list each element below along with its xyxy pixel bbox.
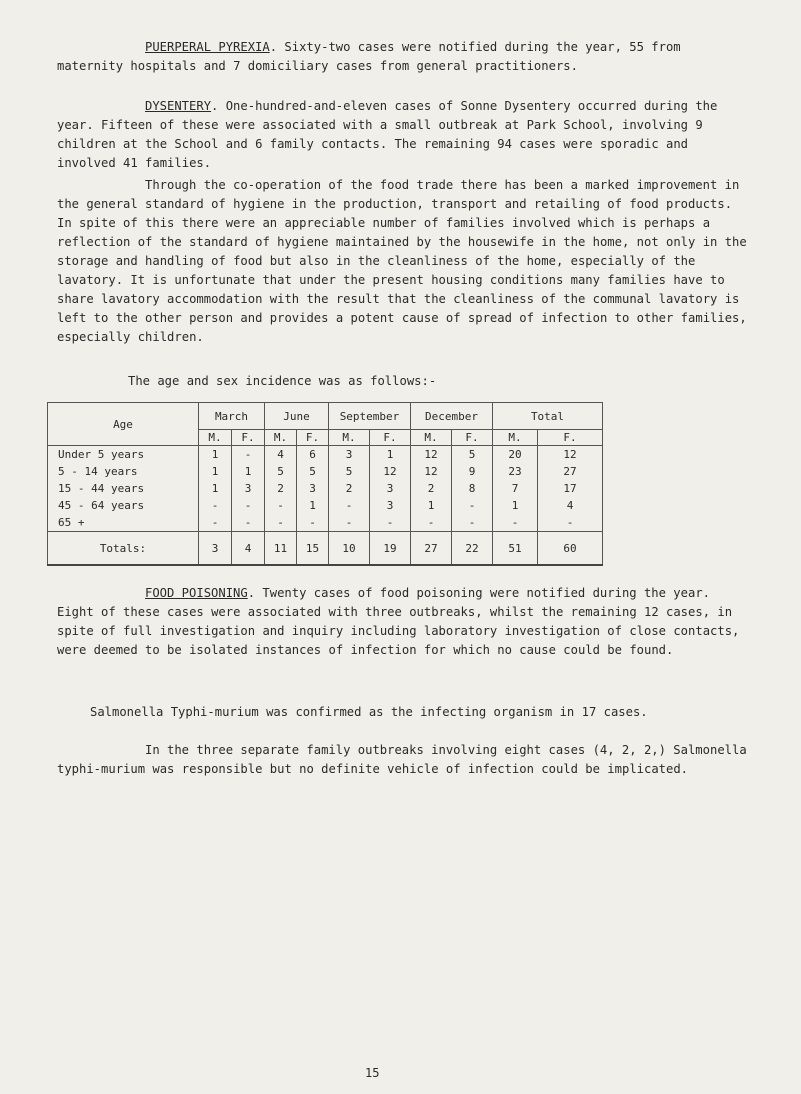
value-cell: - bbox=[411, 514, 452, 532]
value-cell: 1 bbox=[199, 463, 232, 480]
total-cell: 27 bbox=[411, 532, 452, 566]
total-cell: 51 bbox=[493, 532, 538, 566]
age-cell: 45 - 64 years bbox=[48, 497, 199, 514]
value-cell: 1 bbox=[370, 446, 411, 464]
puerperal-heading: PUERPERAL PYREXIA bbox=[145, 40, 270, 54]
table-row bbox=[48, 480, 603, 497]
value-cell: 3 bbox=[329, 446, 370, 464]
value-cell: 2 bbox=[265, 480, 297, 497]
value-cell: - bbox=[232, 514, 265, 532]
sub-header: F. bbox=[297, 430, 329, 446]
value-cell: 1 bbox=[199, 480, 232, 497]
sub-header: F. bbox=[538, 430, 603, 446]
table-row bbox=[48, 514, 603, 532]
value-cell: 9 bbox=[452, 463, 493, 480]
group-header: June bbox=[265, 403, 329, 430]
age-cell: 5 - 14 years bbox=[48, 463, 199, 480]
incidence-table bbox=[47, 402, 603, 566]
table-row bbox=[48, 446, 603, 464]
sub-header: M. bbox=[199, 430, 232, 446]
value-cell: 5 bbox=[452, 446, 493, 464]
sub-header: M. bbox=[411, 430, 452, 446]
puerperal-paragraph bbox=[57, 38, 747, 76]
outbreaks-paragraph: In the three separate family outbreaks involving eight cases (4, 2, 2,) Salmonella typhi-murium was responsible but no definite vehicle of infection could be implicated. bbox=[57, 743, 747, 776]
dysentery-text: . One-hundred-and-eleven cases of Sonne Dysentery occurred during the year. Fifteen of these were associated with a small outbreak at Park School, involving 9 children at the School and 6 family contacts. The remaining 94 cases were sporadic and involved 41 families. bbox=[57, 99, 718, 170]
group-header: March bbox=[199, 403, 265, 430]
value-cell: 3 bbox=[232, 480, 265, 497]
value-cell: - bbox=[265, 497, 297, 514]
total-cell: 4 bbox=[232, 532, 265, 566]
value-cell: - bbox=[493, 514, 538, 532]
total-cell: 11 bbox=[265, 532, 297, 566]
value-cell: - bbox=[329, 497, 370, 514]
value-cell: - bbox=[199, 497, 232, 514]
group-header: December bbox=[411, 403, 493, 430]
food-poisoning-heading: FOOD POISONING bbox=[145, 586, 248, 600]
value-cell: - bbox=[452, 497, 493, 514]
value-cell: - bbox=[232, 446, 265, 464]
value-cell: 2 bbox=[411, 480, 452, 497]
value-cell: 17 bbox=[538, 480, 603, 497]
value-cell: 1 bbox=[232, 463, 265, 480]
salmonella-paragraph: Salmonella Typhi-murium was confirmed as the infecting organism in 17 cases. bbox=[90, 705, 648, 719]
sub-header: M. bbox=[329, 430, 370, 446]
value-cell: 7 bbox=[493, 480, 538, 497]
value-cell: 12 bbox=[370, 463, 411, 480]
value-cell: 3 bbox=[297, 480, 329, 497]
table-row bbox=[48, 497, 603, 514]
age-cell: 15 - 44 years bbox=[48, 480, 199, 497]
value-cell: 12 bbox=[538, 446, 603, 464]
value-cell: 2 bbox=[329, 480, 370, 497]
sub-header: F. bbox=[232, 430, 265, 446]
value-cell: 12 bbox=[411, 446, 452, 464]
sub-header: F. bbox=[452, 430, 493, 446]
value-cell: 1 bbox=[411, 497, 452, 514]
total-cell: 3 bbox=[199, 532, 232, 566]
age-cell: Under 5 years bbox=[48, 446, 199, 464]
dysentery-paragraph bbox=[57, 97, 747, 173]
page-number: 15 bbox=[365, 1066, 380, 1080]
value-cell: 12 bbox=[411, 463, 452, 480]
value-cell: 4 bbox=[538, 497, 603, 514]
sub-header: M. bbox=[493, 430, 538, 446]
table-intro: The age and sex incidence was as follows:- bbox=[128, 374, 437, 388]
total-cell: 10 bbox=[329, 532, 370, 566]
value-cell: - bbox=[329, 514, 370, 532]
value-cell: 20 bbox=[493, 446, 538, 464]
food-poisoning-paragraph bbox=[57, 584, 747, 660]
value-cell: 1 bbox=[199, 446, 232, 464]
puerperal-text: . Sixty-two cases were notified during the year, 55 from maternity hospitals and 7 domiciliary cases from general practitioners. bbox=[57, 40, 681, 73]
value-cell: 1 bbox=[297, 497, 329, 514]
value-cell: - bbox=[452, 514, 493, 532]
value-cell: 6 bbox=[297, 446, 329, 464]
value-cell: - bbox=[199, 514, 232, 532]
value-cell: 1 bbox=[493, 497, 538, 514]
value-cell: 3 bbox=[370, 497, 411, 514]
total-cell: 15 bbox=[297, 532, 329, 566]
age-header: Age bbox=[48, 403, 199, 446]
value-cell: 5 bbox=[329, 463, 370, 480]
value-cell: - bbox=[538, 514, 603, 532]
totals-row bbox=[48, 532, 603, 566]
sub-header: M. bbox=[265, 430, 297, 446]
value-cell: 8 bbox=[452, 480, 493, 497]
table-row bbox=[48, 463, 603, 480]
group-header: Total bbox=[493, 403, 603, 430]
total-cell: 22 bbox=[452, 532, 493, 566]
food-poisoning-text: . Twenty cases of food poisoning were notified during the year. Eight of these cases were associated with three outbreaks, whilst the remaining 12 cases, in spite of full investigation and inquiry including laboratory investigation of close contacts, were deemed to be isolated instances of infection for which no cause could be found. bbox=[57, 586, 740, 657]
hygiene-paragraph: Through the co-operation of the food trade there has been a marked improvement in the general standard of hygiene in the production, transport and retailing of food products. In spite of this there were an appreciable number of families involved which is perhaps a reflection of the standard of hygiene maintained by the housewife in the home, not only in the storage and handling of food but also in the cleanliness of the home, especially of the lavatory. It is unfortunate that under the present housing conditions many families have to share lavatory accommodation with the result that the cleanliness of the communal lavatory is left to the other person and provides a potent cause of spread of infection to other families, especially children. bbox=[57, 178, 747, 344]
totals-label: Totals: bbox=[48, 532, 199, 566]
total-cell: 60 bbox=[538, 532, 603, 566]
dysentery-heading: DYSENTERY bbox=[145, 99, 212, 113]
total-cell: 19 bbox=[370, 532, 411, 566]
value-cell: 3 bbox=[370, 480, 411, 497]
value-cell: - bbox=[297, 514, 329, 532]
value-cell: - bbox=[232, 497, 265, 514]
value-cell: - bbox=[370, 514, 411, 532]
value-cell: 23 bbox=[493, 463, 538, 480]
value-cell: 5 bbox=[265, 463, 297, 480]
group-header: September bbox=[329, 403, 411, 430]
value-cell: - bbox=[265, 514, 297, 532]
value-cell: 4 bbox=[265, 446, 297, 464]
value-cell: 5 bbox=[297, 463, 329, 480]
age-cell: 65 + bbox=[48, 514, 199, 532]
value-cell: 27 bbox=[538, 463, 603, 480]
sub-header: F. bbox=[370, 430, 411, 446]
